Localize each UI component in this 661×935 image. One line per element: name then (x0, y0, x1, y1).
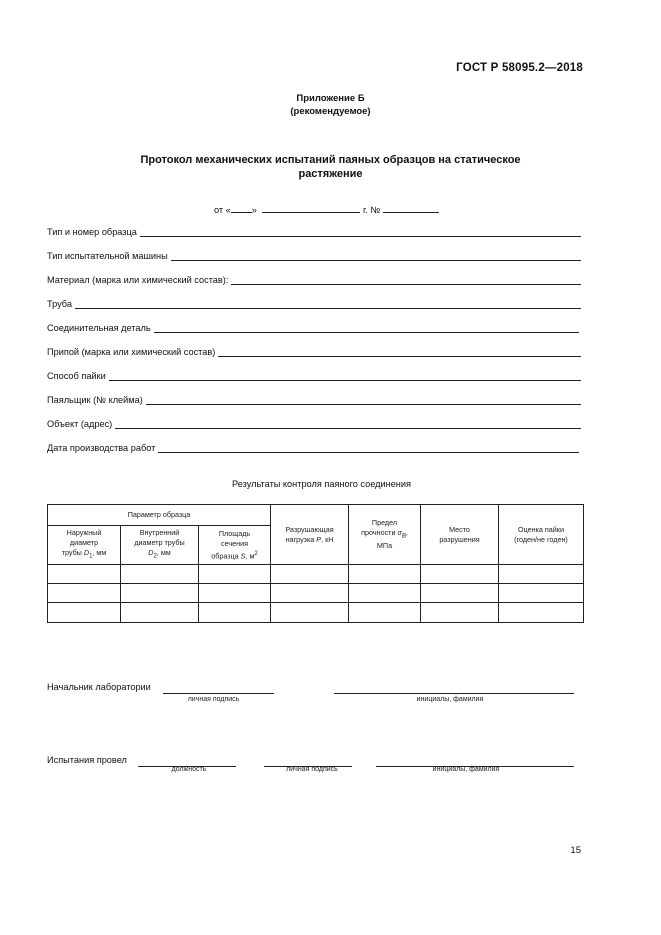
page-number: 15 (570, 845, 581, 856)
head-name-line[interactable] (334, 692, 574, 694)
day-blank[interactable] (231, 203, 252, 213)
tester-position-caption: должность (171, 766, 207, 773)
field-label: Соединительная деталь (47, 323, 151, 333)
header-text: Наружный (66, 528, 102, 538)
table-cell[interactable] (499, 603, 584, 623)
field-input-line[interactable] (231, 275, 581, 285)
year-number-label: г. № (363, 205, 381, 215)
field-solder (47, 347, 581, 357)
table-cell[interactable] (121, 565, 199, 584)
col-header-strength (349, 505, 421, 565)
table-cell[interactable] (421, 603, 499, 623)
col-header-fracture-place (421, 505, 499, 565)
field-sample-type (47, 227, 581, 237)
field-soldering-method (47, 371, 581, 381)
protocol-title-line2: растяжение (298, 168, 363, 180)
col-header-grade (499, 505, 584, 565)
table-cell[interactable] (199, 565, 271, 584)
header-text: прочности $\sigma_B$, (361, 527, 408, 540)
field-label: Труба (47, 299, 72, 309)
date-from-label: от « (214, 205, 231, 215)
table-cell[interactable] (349, 603, 421, 623)
field-label: Материал (марка или химический состав): (47, 275, 229, 285)
field-input-line[interactable] (218, 347, 581, 357)
table-cell[interactable] (499, 584, 584, 603)
table-cell[interactable] (48, 603, 121, 623)
annex-note: (рекомендуемое) (290, 106, 371, 117)
head-signature-caption: личная подпись (187, 696, 240, 703)
tester-name-caption: инициалы, фамилия (432, 766, 500, 773)
col-header-inner-diameter (121, 526, 199, 565)
header-text: диаметр трубы (134, 538, 185, 548)
table-cell[interactable] (48, 584, 121, 603)
field-label: Тип испытательной машины (47, 251, 168, 261)
field-input-line[interactable] (140, 227, 581, 237)
header-text: нагрузка P, кН (285, 534, 334, 544)
field-material (47, 275, 581, 285)
col-header-load (271, 505, 349, 565)
header-text: $D_2$, мм (148, 548, 171, 560)
header-text: Место (449, 524, 470, 534)
table-cell[interactable] (121, 603, 199, 623)
col-header-area (199, 526, 271, 565)
date-close-quote: » (251, 205, 257, 215)
table-cell[interactable] (499, 565, 584, 584)
header-text: Предел (371, 517, 398, 527)
header-text: (годен/не годен) (514, 534, 568, 544)
number-blank[interactable] (383, 203, 439, 213)
table-row (48, 584, 584, 603)
field-input-line[interactable] (158, 443, 579, 453)
col-header-outer-diameter (48, 526, 121, 565)
field-input-line[interactable] (75, 299, 581, 309)
table-row (48, 603, 584, 623)
header-text: Внутренний (139, 528, 180, 538)
field-label: Паяльщик (№ клейма) (47, 395, 143, 405)
field-work-date (47, 443, 579, 453)
standard-designation: ГОСТ Р 58095.2—2018 (456, 62, 583, 74)
table-cell[interactable] (421, 565, 499, 584)
head-name-caption: инициалы, фамилия (416, 696, 484, 703)
field-input-line[interactable] (154, 323, 579, 333)
field-machine-type (47, 251, 581, 261)
table-cell[interactable] (121, 584, 199, 603)
field-input-line[interactable] (146, 395, 581, 405)
field-input-line[interactable] (171, 251, 581, 261)
field-welder (47, 395, 581, 405)
header-text: трубы $D_1$, мм (61, 548, 107, 560)
field-input-line[interactable] (109, 371, 581, 381)
header-text: образца S, $м^2$ (211, 550, 258, 561)
field-label: Способ пайки (47, 371, 106, 381)
results-table (47, 504, 584, 623)
table-cell[interactable] (271, 565, 349, 584)
group-header-sample-params: Параметр образца (48, 505, 271, 526)
header-text: Оценка пайки (518, 524, 564, 534)
table-cell[interactable] (48, 565, 121, 584)
table-cell[interactable] (421, 584, 499, 603)
table-row (48, 565, 584, 584)
header-text: разрушения (439, 534, 480, 544)
table-cell[interactable] (349, 584, 421, 603)
field-input-line[interactable] (115, 419, 581, 429)
header-text: МПа (376, 541, 393, 551)
field-fitting (47, 323, 579, 333)
date-line (214, 203, 439, 215)
tester-signature-caption: личная подпись (286, 766, 338, 773)
annex-title: Приложение Б (296, 93, 365, 104)
protocol-title (0, 153, 661, 181)
protocol-title-line1: Протокол механических испытаний паяных образцов на статическое (140, 154, 521, 166)
field-label: Дата производства работ (47, 443, 156, 453)
tester-label: Испытания провел (47, 755, 127, 765)
table-cell[interactable] (271, 584, 349, 603)
header-text: диаметр (69, 538, 99, 548)
header-text: сечения (221, 538, 248, 548)
header-text: Разрушающая (285, 524, 334, 534)
table-cell[interactable] (199, 603, 271, 623)
head-signature-line[interactable] (163, 692, 274, 694)
annex-heading (0, 92, 661, 118)
header-text: Площадь (218, 528, 251, 538)
field-object (47, 419, 581, 429)
table-cell[interactable] (349, 565, 421, 584)
field-pipe (47, 299, 581, 309)
month-blank[interactable] (262, 203, 360, 213)
table-cell[interactable] (199, 584, 271, 603)
field-label: Тип и номер образца (47, 227, 137, 237)
field-label: Припой (марка или химический состав) (47, 347, 216, 357)
table-cell[interactable] (271, 603, 349, 623)
table-header-row (48, 505, 584, 526)
results-title: Результаты контроля паяного соединения (232, 479, 411, 489)
head-of-lab-label: Начальник лаборатории (47, 682, 151, 692)
field-label: Объект (адрес) (47, 419, 113, 429)
